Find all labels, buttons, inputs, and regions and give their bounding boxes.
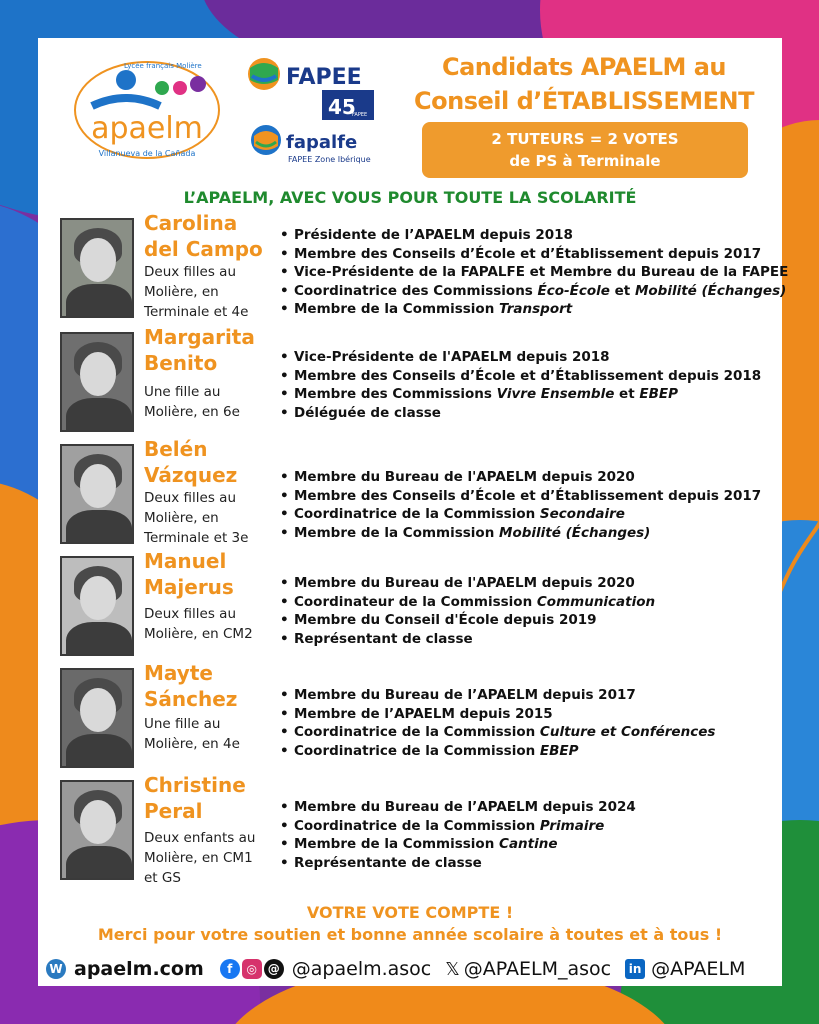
fapee-name: FAPEE bbox=[286, 65, 362, 90]
role-item: • Vice-Présidente de la FAPALFE et Membre du Bureau de la FAPEE bbox=[278, 263, 788, 282]
website-link[interactable]: apaelm.com bbox=[74, 958, 204, 980]
footer-message bbox=[38, 902, 782, 946]
role-item: • Membre du Bureau de l’APAELM depuis 2017 bbox=[278, 686, 715, 705]
candidate-name: Christine Peral bbox=[144, 773, 246, 823]
wordpress-icon[interactable]: W bbox=[46, 959, 66, 979]
apaelm-logo bbox=[72, 54, 222, 162]
footer-line-1: VOTRE VOTE COMPTE ! bbox=[306, 903, 514, 922]
x-handle[interactable]: @APAELM_asoc bbox=[463, 958, 612, 980]
kids-line: Une fille au bbox=[144, 384, 221, 400]
fapee-badge: 45 bbox=[328, 95, 356, 119]
candidate-name: Mayte Sánchez bbox=[144, 661, 238, 711]
kids-line: Molière, en 4e bbox=[144, 736, 240, 752]
role-item: • Coordinatrice de la Commission EBEP bbox=[278, 742, 715, 761]
candidate-children bbox=[144, 604, 276, 644]
votes-badge bbox=[422, 122, 748, 178]
role-item: • Coordinatrice de la Commission Primaire bbox=[278, 817, 636, 836]
title-line-1: Candidats APAELM au bbox=[441, 53, 727, 81]
candidate-name: Margarita Benito bbox=[144, 325, 255, 375]
poster-card bbox=[38, 38, 789, 986]
votes-line-2: de PS à Terminale bbox=[509, 152, 661, 170]
candidate-name: Carolina del Campo bbox=[144, 211, 263, 261]
candidate-photo bbox=[60, 332, 134, 432]
candidate-block bbox=[58, 325, 778, 440]
candidate-photo bbox=[60, 556, 134, 656]
instagram-icon[interactable]: ◎ bbox=[242, 959, 262, 979]
candidate-photo bbox=[60, 218, 134, 318]
role-item: • Membre du Conseil d'École depuis 2019 bbox=[278, 611, 655, 630]
candidate-block bbox=[58, 661, 778, 776]
candidate-roles bbox=[278, 348, 761, 422]
tagline: L’APAELM, AVEC VOUS POUR TOUTE LA SCOLARITÉ bbox=[183, 188, 637, 207]
fapalfe-name: fapalfe bbox=[286, 132, 358, 153]
kids-line: et GS bbox=[144, 870, 181, 886]
kids-line: Deux filles au bbox=[144, 490, 237, 506]
linkedin-handle[interactable]: @APAELM bbox=[651, 958, 746, 980]
role-item: • Coordinateur de la Commission Communication bbox=[278, 593, 655, 612]
role-item: • Membre de l’APAELM depuis 2015 bbox=[278, 705, 715, 724]
logo-bottom-text: Villanueva de la Cañada bbox=[98, 149, 196, 158]
candidate-children bbox=[144, 714, 276, 754]
candidate-block bbox=[58, 211, 789, 326]
fapee-badge-sub: FAPEE bbox=[352, 112, 368, 118]
kids-line: Terminale et 3e bbox=[144, 530, 249, 546]
candidate-name: Manuel Majerus bbox=[144, 549, 234, 599]
title-line-2: Conseil d’ÉTABLISSEMENT bbox=[414, 87, 754, 115]
candidate-children bbox=[144, 262, 276, 322]
kids-line: Terminale et 4e bbox=[144, 304, 249, 320]
social-bar bbox=[46, 956, 778, 982]
role-item: • Coordinatrice de la Commission Culture et Conférences bbox=[278, 723, 715, 742]
role-item: • Membre du Bureau de l'APAELM depuis 2020 bbox=[278, 468, 761, 487]
logo-wordmark: apaelm bbox=[91, 111, 203, 146]
role-item: • Membre du Bureau de l’APAELM depuis 2024 bbox=[278, 798, 636, 817]
candidate-name: Belén Vázquez bbox=[144, 437, 238, 487]
kids-line: Une fille au bbox=[144, 716, 221, 732]
candidate-roles bbox=[278, 226, 788, 319]
role-item: • Membre des Commissions Vivre Ensemble et EBEP bbox=[278, 385, 761, 404]
role-item: • Membre du Bureau de l'APAELM depuis 2020 bbox=[278, 574, 655, 593]
candidate-roles bbox=[278, 798, 636, 872]
role-item: • Représentante de classe bbox=[278, 854, 636, 873]
kids-line: Molière, en 6e bbox=[144, 404, 240, 420]
candidate-roles bbox=[278, 686, 715, 760]
candidate-children bbox=[144, 488, 276, 548]
page-title bbox=[390, 50, 778, 118]
kids-line: Molière, en bbox=[144, 510, 219, 526]
candidate-photo bbox=[60, 668, 134, 768]
candidate-block bbox=[58, 437, 778, 552]
fapee-logo bbox=[244, 54, 378, 122]
candidate-block bbox=[58, 773, 778, 888]
linkedin-icon[interactable]: in bbox=[625, 959, 645, 979]
role-item: • Membre des Conseils d’École et d’Établissement depuis 2017 bbox=[278, 245, 788, 264]
candidate-roles bbox=[278, 574, 655, 648]
kids-line: Molière, en bbox=[144, 284, 219, 300]
role-item: • Coordinatrice des Commissions Éco-École et Mobilité (Échanges) bbox=[278, 282, 788, 301]
role-item: • Membre de la Commission Cantine bbox=[278, 835, 636, 854]
fapalfe-sub: FAPEE Zone Ibérique bbox=[288, 155, 371, 164]
role-item: • Membre des Conseils d’École et d’Établissement depuis 2018 bbox=[278, 367, 761, 386]
threads-icon[interactable]: @ bbox=[264, 959, 284, 979]
role-item: • Déléguée de classe bbox=[278, 404, 761, 423]
role-item: • Vice-Présidente de l'APAELM depuis 2018 bbox=[278, 348, 761, 367]
role-item: • Présidente de l’APAELM depuis 2018 bbox=[278, 226, 788, 245]
votes-line-1: 2 TUTEURS = 2 VOTES bbox=[491, 130, 679, 148]
role-item: • Coordinatrice de la Commission Secondaire bbox=[278, 505, 761, 524]
role-item: • Membre des Conseils d’École et d’Établissement depuis 2017 bbox=[278, 487, 761, 506]
candidate-children bbox=[144, 382, 276, 422]
candidate-photo bbox=[60, 780, 134, 880]
facebook-icon[interactable]: f bbox=[220, 959, 240, 979]
candidate-block bbox=[58, 549, 778, 664]
kids-line: Molière, en CM2 bbox=[144, 626, 253, 642]
logo-arc-text: Lycée français Molière bbox=[124, 62, 202, 70]
candidate-photo bbox=[60, 444, 134, 544]
footer-line-2: Merci pour votre soutien et bonne année scolaire à toutes et à tous ! bbox=[97, 925, 723, 944]
candidate-roles bbox=[278, 468, 761, 542]
role-item: • Représentant de classe bbox=[278, 630, 655, 649]
role-item: • Membre de la Commission Mobilité (Échanges) bbox=[278, 524, 761, 543]
x-icon[interactable]: 𝕏 bbox=[445, 958, 460, 980]
social-handle[interactable]: @apaelm.asoc bbox=[291, 958, 432, 980]
kids-line: Deux enfants au bbox=[144, 830, 256, 846]
kids-line: Molière, en CM1 bbox=[144, 850, 253, 866]
role-item: • Membre de la Commission Transport bbox=[278, 300, 788, 319]
kids-line: Deux filles au bbox=[144, 264, 237, 280]
kids-line: Deux filles au bbox=[144, 606, 237, 622]
fapalfe-logo bbox=[248, 120, 372, 166]
candidate-children bbox=[144, 828, 276, 888]
